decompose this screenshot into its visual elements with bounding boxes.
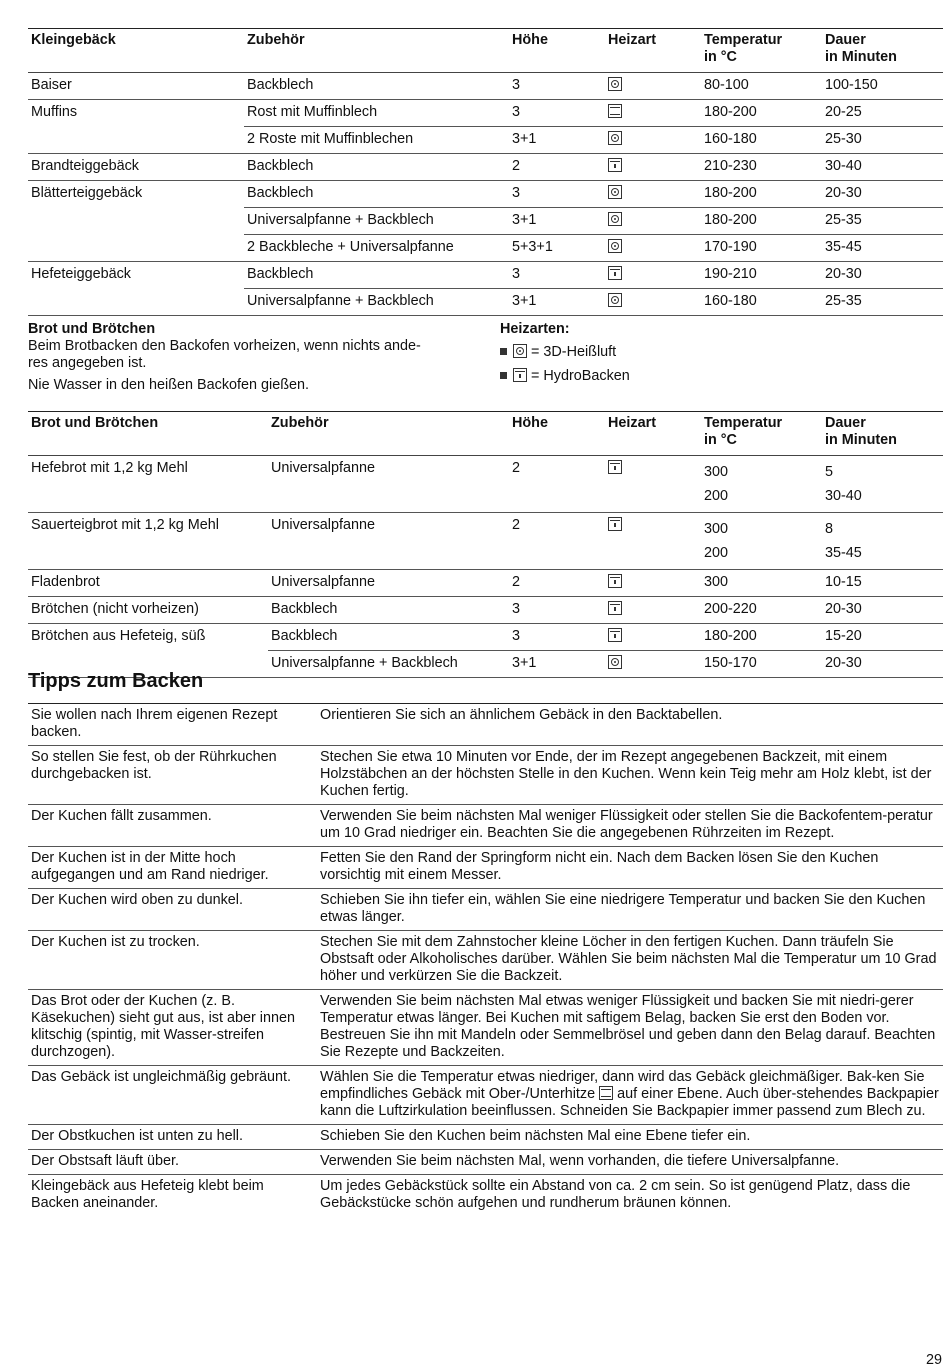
tip-problem: So stellen Sie fest, ob der Rührkuchen durchgebacken ist.: [28, 746, 317, 805]
cell-temp: 180-200: [701, 100, 822, 127]
info-line2: Nie Wasser in den heißen Backofen gießen.: [28, 377, 310, 393]
cell-dur: 35-45: [822, 235, 943, 262]
cell-mode: [605, 570, 701, 597]
column-header: Heizart: [605, 29, 701, 73]
tips-title: Tipps zum Backen: [28, 670, 204, 692]
bullet-icon: [500, 372, 507, 379]
cell-temp: 180-200: [701, 624, 822, 651]
hydro-baking-icon: [513, 368, 527, 382]
cell-name: Sauerteigbrot mit 1,2 kg Mehl: [28, 513, 268, 570]
hydro-baking-icon: [608, 574, 622, 588]
hydro-baking-icon: [608, 628, 622, 642]
cell-acc: Rost mit Muffinblech: [244, 100, 509, 127]
cell-mode: [605, 456, 701, 513]
cell-acc: Backblech: [268, 597, 509, 624]
tip-problem: Der Kuchen wird oben zu dunkel.: [28, 889, 317, 931]
table-row: [28, 73, 943, 100]
tip-problem: Kleingebäck aus Hefeteig klebt beim Backen aneinander.: [31, 1178, 264, 1211]
tip-row: [28, 1150, 943, 1175]
table-row: [28, 208, 943, 235]
3d-hot-air-icon: [608, 185, 622, 199]
tip-problem: Der Obstsaft läuft über.: [28, 1150, 317, 1175]
mode2-label: = HydroBacken: [531, 368, 630, 384]
cell-temp: 300 200: [701, 456, 822, 513]
info-block: [28, 321, 943, 401]
cell-dur: 25-35: [822, 289, 943, 316]
3d-hot-air-icon: [608, 293, 622, 307]
cell-mode: [605, 208, 701, 235]
modes-title: Heizarten:: [500, 321, 570, 337]
cell-acc: Backblech: [244, 262, 509, 289]
tip-row: [28, 805, 943, 847]
tip-solution: Verwenden Sie beim nächsten Mal etwas weniger Flüssigkeit und backen Sie mit niedri-gerer Temperatur etwas länger. Bei Kuchen mit saftigem Belag, backen Sie erst den Boden vor. Bestreuen Sie ihn mit Mandeln oder Semmelbrösel und geben dann den Belag darauf. Beachten Sie Rezepte und Backzeiten.: [317, 990, 943, 1066]
cell-name: Baiser: [28, 73, 244, 100]
hydro-baking-icon: [608, 601, 622, 615]
cell-level: 3: [509, 597, 605, 624]
tip-problem: Der Kuchen fällt zusammen.: [28, 805, 317, 847]
column-header: Zubehör: [268, 412, 509, 456]
tip-problem: Der Obstkuchen ist unten zu hell.: [28, 1125, 317, 1150]
cell-level: 3: [509, 262, 605, 289]
column-header: Höhe: [509, 412, 605, 456]
tip-solution: Fetten Sie den Rand der Springform nicht ein. Nach dem Backen lösen Sie den Kuchen vorsichtig mit einem Messer.: [317, 847, 943, 889]
cell-dur: 15-20: [822, 624, 943, 651]
table-row: [28, 570, 943, 597]
cell-dur: 20-30: [822, 651, 943, 678]
info-title: Brot und Brötchen: [28, 321, 156, 337]
cell-dur: 5 30-40: [822, 456, 943, 513]
tip-row: [28, 990, 943, 1066]
cell-mode: [605, 513, 701, 570]
cell-level: 2: [509, 513, 605, 570]
cell-name: Blätterteiggebäck: [31, 185, 143, 201]
tip-solution: Stechen Sie mit dem Zahnstocher kleine Löcher in den fertigen Kuchen. Dann träufeln Sie Obstsaft oder Alkoholisches darüber. Wählen Sie beim nächsten Mal die Temperatur um 10 Grad höher und verkürzen Sie die Backzeit.: [317, 931, 943, 990]
cell-acc: Universalpfanne: [268, 570, 509, 597]
hydro-baking-icon: [608, 158, 622, 172]
cell-dur: 25-30: [822, 127, 943, 154]
cell-level: 2: [509, 456, 605, 513]
3d-hot-air-icon: [608, 77, 622, 91]
column-header: Kleingebäck: [28, 29, 244, 73]
mode1-label: = 3D-Heißluft: [531, 344, 617, 360]
cell-mode: [605, 289, 701, 316]
table-row: [28, 127, 943, 154]
cell-dur: 30-40: [822, 154, 943, 181]
cell-level: 3+1: [509, 651, 605, 678]
cell-level: 3: [509, 181, 605, 208]
table-row: [28, 181, 943, 208]
table-row: [28, 235, 943, 262]
cell-name: [28, 127, 244, 154]
page-number: 29: [925, 1352, 942, 1368]
cell-name: [28, 289, 244, 316]
cell-level: 3+1: [509, 208, 605, 235]
table-brot: [28, 411, 943, 678]
cell-name: Muffins: [31, 104, 78, 120]
tip-problem: Das Brot oder der Kuchen (z. B. Käsekuchen) sieht gut aus, ist aber innen klitschig (spintig, mit Wasser-streifen durchzogen).: [28, 990, 317, 1066]
cell-mode: [605, 651, 701, 678]
cell-name: Hefeteiggebäck: [31, 266, 132, 282]
cell-temp: 180-200: [701, 208, 822, 235]
cell-dur: 10-15: [822, 570, 943, 597]
table-row: [28, 289, 943, 316]
info-line1: Beim Brotbacken den Backofen vorheizen, wenn nichts ande- res angegeben ist.: [28, 338, 421, 371]
cell-temp: 200-220: [701, 597, 822, 624]
3d-hot-air-icon: [608, 655, 622, 669]
cell-level: 3: [509, 624, 605, 651]
column-header: Temperatur in °C: [701, 29, 822, 73]
cell-acc: Backblech: [268, 624, 509, 651]
tip-problem: Der Kuchen ist zu trocken.: [28, 931, 317, 990]
tip-problem: Das Gebäck ist ungleichmäßig gebräunt.: [28, 1066, 317, 1125]
column-header: Dauer in Minuten: [822, 29, 943, 73]
cell-temp: 210-230: [701, 154, 822, 181]
tip-row: [28, 1125, 943, 1150]
tip-row: [28, 847, 943, 889]
cell-acc: 2 Backbleche + Universalpfanne: [244, 235, 509, 262]
tip-solution: Orientieren Sie sich an ähnlichem Gebäck in den Backtabellen.: [317, 704, 943, 746]
table-row: [28, 597, 943, 624]
table-kleingebaeck: [28, 28, 943, 316]
cell-temp: 80-100: [701, 73, 822, 100]
3d-hot-air-icon: [513, 344, 527, 358]
tip-solution-text: auf einer Ebene. Auch über-stehendes Backpapier kann die Luftzirkulation beeinflussen. Schneiden Sie Backpapier immer passend zum Blech zu.: [320, 1086, 939, 1119]
cell-acc: 2 Roste mit Muffinblechen: [244, 127, 509, 154]
cell-mode: [605, 597, 701, 624]
hydro-baking-icon: [608, 460, 622, 474]
cell-name: [28, 208, 244, 235]
cell-temp: 300 200: [701, 513, 822, 570]
cell-acc: Universalpfanne: [268, 513, 509, 570]
cell-temp: 150-170: [701, 651, 822, 678]
tip-row: [28, 1175, 943, 1217]
column-header: Temperatur in °C: [701, 412, 822, 456]
tips-table: [28, 703, 943, 1216]
tip-row: [28, 1066, 943, 1125]
column-header: Brot und Brötchen: [28, 412, 268, 456]
tip-solution: Um jedes Gebäckstück sollte ein Abstand von ca. 2 cm sein. So ist genügend Platz, dass die Gebäckstücke schön aufgehen und rundherum bräunen können.: [320, 1178, 911, 1211]
table-row: [28, 513, 943, 570]
cell-acc: Backblech: [244, 73, 509, 100]
tip-row: [28, 746, 943, 805]
cell-name: Brandteiggebäck: [28, 154, 244, 181]
cell-mode: [605, 624, 701, 651]
table-row: [28, 100, 943, 127]
3d-hot-air-icon: [608, 131, 622, 145]
column-header: Heizart: [605, 412, 701, 456]
cell-mode: [605, 154, 701, 181]
cell-name: [28, 235, 244, 262]
cell-name: Fladenbrot: [28, 570, 268, 597]
cell-mode: [605, 127, 701, 154]
3d-hot-air-icon: [608, 239, 622, 253]
hydro-baking-icon: [608, 517, 622, 531]
column-header: Zubehör: [244, 29, 509, 73]
cell-name: Brötchen (nicht vorheizen): [28, 597, 268, 624]
cell-dur: 20-30: [822, 597, 943, 624]
tip-row: [28, 889, 943, 931]
table-row: [28, 154, 943, 181]
cell-dur: 25-35: [822, 208, 943, 235]
tip-solution: [317, 1066, 943, 1125]
hydro-baking-icon: [608, 266, 622, 280]
cell-level: 2: [509, 570, 605, 597]
cell-acc: Universalpfanne + Backblech: [268, 651, 509, 678]
tip-row: [28, 931, 943, 990]
cell-temp: 180-200: [701, 181, 822, 208]
table-row: [28, 624, 943, 651]
top-bottom-heat-icon: [599, 1086, 613, 1100]
cell-dur: 20-30: [822, 262, 943, 289]
cell-level: 2: [509, 154, 605, 181]
cell-dur: 100-150: [822, 73, 943, 100]
cell-level: 3+1: [509, 127, 605, 154]
tip-solution: Stechen Sie etwa 10 Minuten vor Ende, der im Rezept angegebenen Backzeit, mit einem Holzstäbchen an der höchsten Stelle in den Kuchen. Wenn kein Teig mehr am Holz klebt, ist der Kuchen fertig.: [317, 746, 943, 805]
cell-name: Brötchen aus Hefeteig, süß: [31, 628, 206, 644]
tip-solution: Schieben Sie den Kuchen beim nächsten Mal eine Ebene tiefer ein.: [317, 1125, 943, 1150]
cell-acc: Backblech: [244, 154, 509, 181]
cell-dur: 8 35-45: [822, 513, 943, 570]
cell-acc: Backblech: [244, 181, 509, 208]
cell-dur: 20-25: [822, 100, 943, 127]
cell-level: 3: [509, 73, 605, 100]
tip-row: [28, 704, 943, 746]
cell-temp: 160-180: [701, 289, 822, 316]
cell-mode: [605, 73, 701, 100]
cell-temp: 300: [701, 570, 822, 597]
cell-mode: [605, 100, 701, 127]
table-row: [28, 456, 943, 513]
cell-mode: [605, 235, 701, 262]
cell-dur: 20-30: [822, 181, 943, 208]
tip-solution-text: Wählen Sie die Temperatur etwas niedriger, dann wird das Gebäck gleichmäßiger. Bak-ken Sie empfindliches Gebäck mit Ober-/Unterhitze: [320, 1069, 925, 1102]
cell-temp: 190-210: [701, 262, 822, 289]
tip-solution: Verwenden Sie beim nächsten Mal weniger Flüssigkeit oder stellen Sie die Backofentem-peratur um 10 Grad niedriger ein. Beachten Sie die angegebenen Rührzeiten im Rezept.: [317, 805, 943, 847]
cell-mode: [605, 262, 701, 289]
3d-hot-air-icon: [608, 212, 622, 226]
cell-acc: Universalpfanne: [268, 456, 509, 513]
cell-mode: [605, 181, 701, 208]
tip-solution: Verwenden Sie beim nächsten Mal, wenn vorhanden, die tiefere Universalpfanne.: [317, 1150, 943, 1175]
cell-level: 5+3+1: [509, 235, 605, 262]
tip-solution: Schieben Sie ihn tiefer ein, wählen Sie eine niedrigere Temperatur und backen Sie den Kuchen etwas länger.: [317, 889, 943, 931]
cell-level: 3+1: [509, 289, 605, 316]
cell-temp: 170-190: [701, 235, 822, 262]
tip-problem: Der Kuchen ist in der Mitte hoch aufgegangen und am Rand niedriger.: [28, 847, 317, 889]
column-header: Höhe: [509, 29, 605, 73]
cell-acc: Universalpfanne + Backblech: [244, 208, 509, 235]
cell-acc: Universalpfanne + Backblech: [244, 289, 509, 316]
tip-problem: Sie wollen nach Ihrem eigenen Rezept backen.: [28, 704, 317, 746]
cell-name: Hefebrot mit 1,2 kg Mehl: [28, 456, 268, 513]
top-bottom-heat-icon: [608, 104, 622, 118]
bullet-icon: [500, 348, 507, 355]
cell-temp: 160-180: [701, 127, 822, 154]
column-header: Dauer in Minuten: [822, 412, 943, 456]
cell-level: 3: [509, 100, 605, 127]
table-row: [28, 262, 943, 289]
